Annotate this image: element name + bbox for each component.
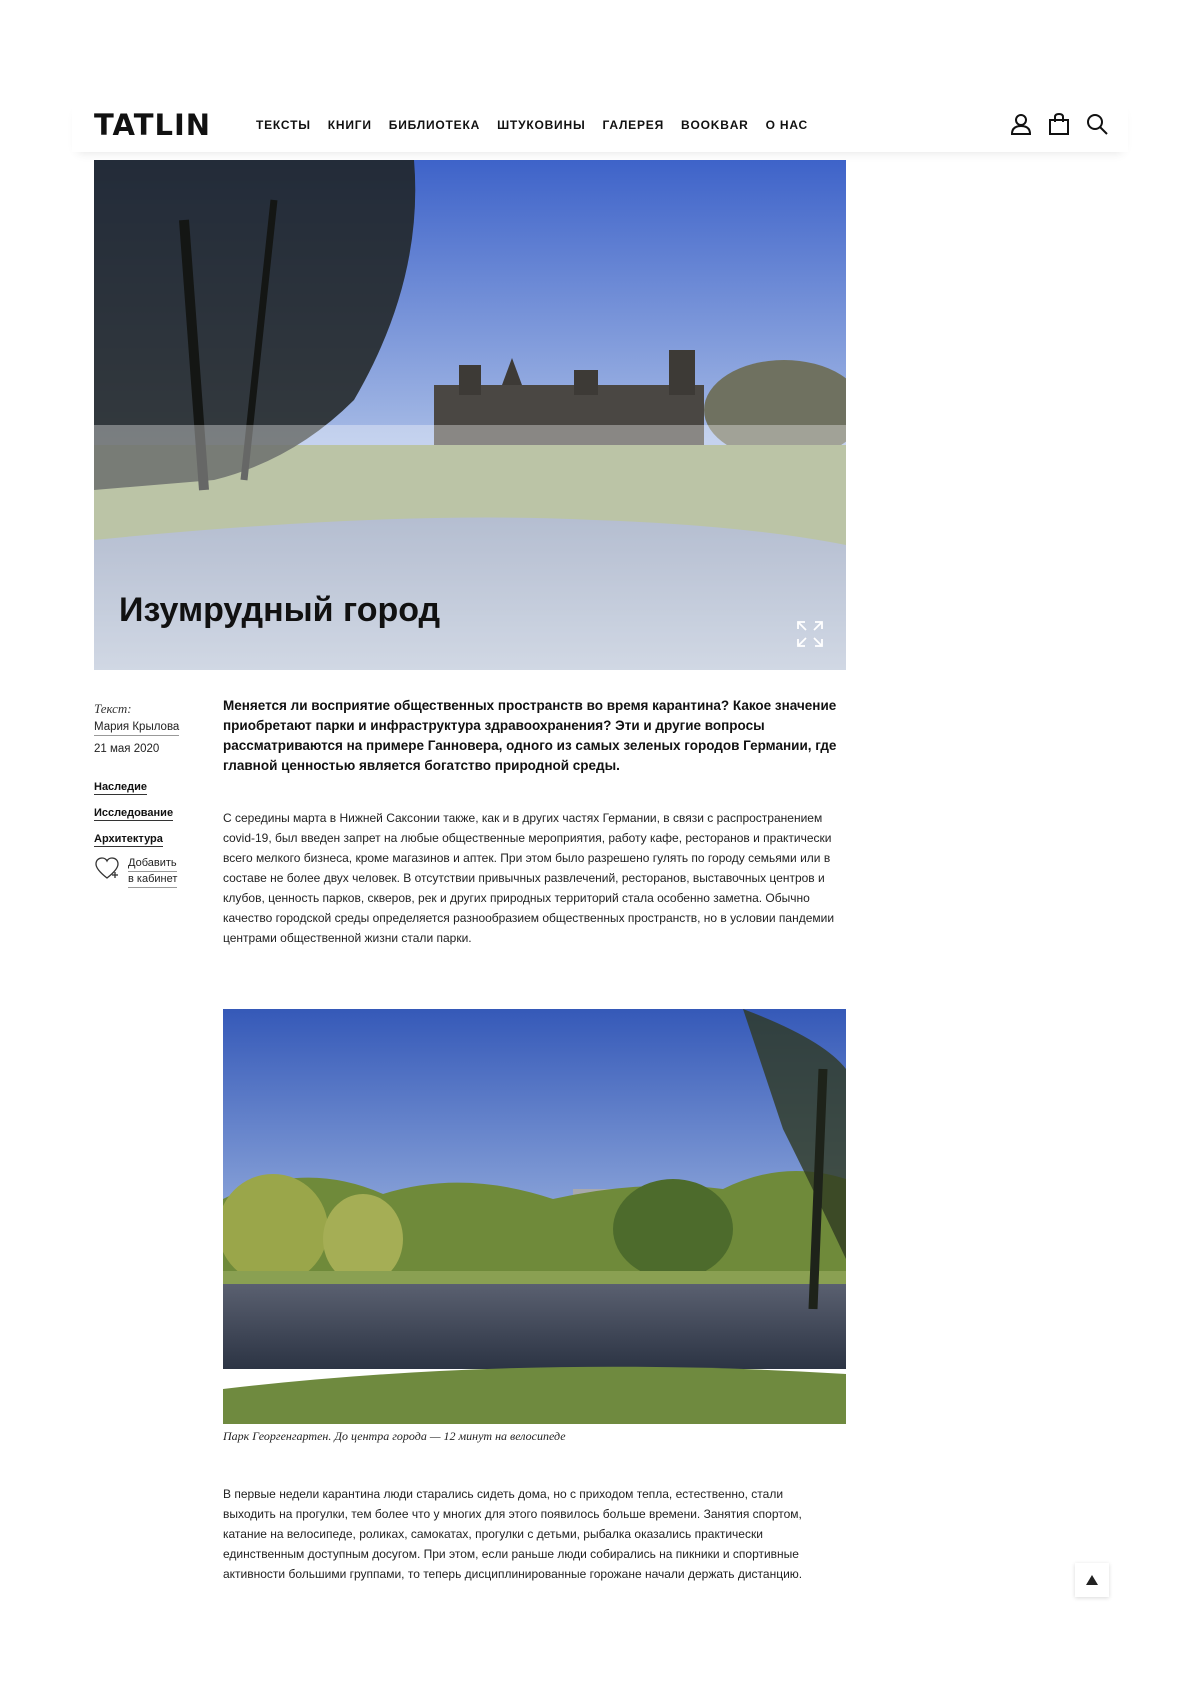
bag-icon[interactable] (1048, 112, 1070, 136)
site-logo[interactable]: TATLIN (94, 108, 212, 142)
nav-item-library[interactable]: БИБЛИОТЕКА (388, 118, 481, 132)
publish-date: 21 мая 2020 (94, 743, 160, 755)
nav-item-books[interactable]: КНИГИ (327, 118, 372, 132)
author-label: Текст: (94, 701, 132, 716)
article-lead: Меняется ли восприятие общественных пространств во время карантина? Какое значение приобретают парки и инфраструктура здравоохранения? Эти и другие вопросы рассматриваются на примере Ганновера, одного из самых зеленых городов Германии, где главной ценностью является богатство природной среды. (223, 698, 837, 773)
article-paragraph: В первые недели карантина люди старались сидеть дома, но с приходом тепла, естественно, стали выходить на прогулки, тем более что у многих для этого появилось больше времени. Занятия спортом, катание на велосипеде, роликах, самокатах, прогулки с детьми, рыбалка оказались практически единственным доступным досугом. При этом, если раньше люди собирались на пикники и спортивные активности большими группами, то теперь дисциплинированные горожане начали держать дистанцию. (223, 1487, 803, 1581)
tag-research[interactable]: Исследование (94, 807, 174, 819)
article-title: Изумрудный город (119, 591, 441, 629)
photo-caption: Парк Георгенгартен. До центра города — 12 минут на велосипеде (223, 1429, 566, 1443)
tag-architecture[interactable]: Архитектура (94, 833, 163, 845)
nav-item-about[interactable]: О НАС (765, 118, 809, 132)
expand-icon[interactable] (796, 620, 824, 648)
tag-list (94, 777, 204, 855)
article-meta (94, 700, 204, 885)
nav-item-texts[interactable]: ТЕКСТЫ (256, 118, 311, 132)
nav-item-bookbar[interactable]: BOOKBAR (681, 118, 749, 132)
favorite-line-1: Добавить (128, 856, 177, 872)
search-icon[interactable] (1086, 112, 1108, 136)
park-photo (223, 1009, 846, 1424)
add-to-favorites-label (128, 856, 177, 888)
site-header (72, 100, 1128, 152)
author-link[interactable]: Мария Крылова (94, 720, 179, 736)
arrow-up-icon (1085, 1574, 1099, 1586)
article-body-continued (223, 1484, 823, 1584)
scroll-to-top-button[interactable] (1075, 1563, 1109, 1597)
main-nav (256, 117, 808, 133)
nav-item-gallery[interactable]: ГАЛЕРЕЯ (602, 118, 665, 132)
favorite-line-2: в кабинет (128, 872, 177, 888)
user-icon[interactable] (1010, 112, 1032, 136)
article-photo[interactable] (223, 1009, 846, 1424)
heart-plus-icon (94, 856, 120, 882)
tag-heritage[interactable]: Наследие (94, 781, 148, 793)
nav-item-gadgets[interactable]: ШТУКОВИНЫ (497, 118, 586, 132)
article-paragraph: С середины марта в Нижней Саксонии также, как и в других частях Германии, в связи с распространением covid-19, был введен запрет на любые общественные мероприятия, работу кафе, ресторанов и практически всего мелкого бизнеса, кроме магазинов и аптек. При этом было разрешено гулять по городу семьями или в составе не более двух человек. В отсутствии привычных развлечений, ресторанов, выставочных центров и клубов, ценность парков, скверов, рек и других природных территорий стала особенно заметна. Обычно качество городской среды определяется разнообразием общественных пространств, но в условии пандемии центрами общественной жизни стали парки. (223, 811, 835, 945)
article-body (223, 696, 853, 948)
add-to-favorites-button[interactable] (94, 856, 177, 888)
hero-image (94, 160, 846, 670)
header-actions (1010, 112, 1108, 136)
